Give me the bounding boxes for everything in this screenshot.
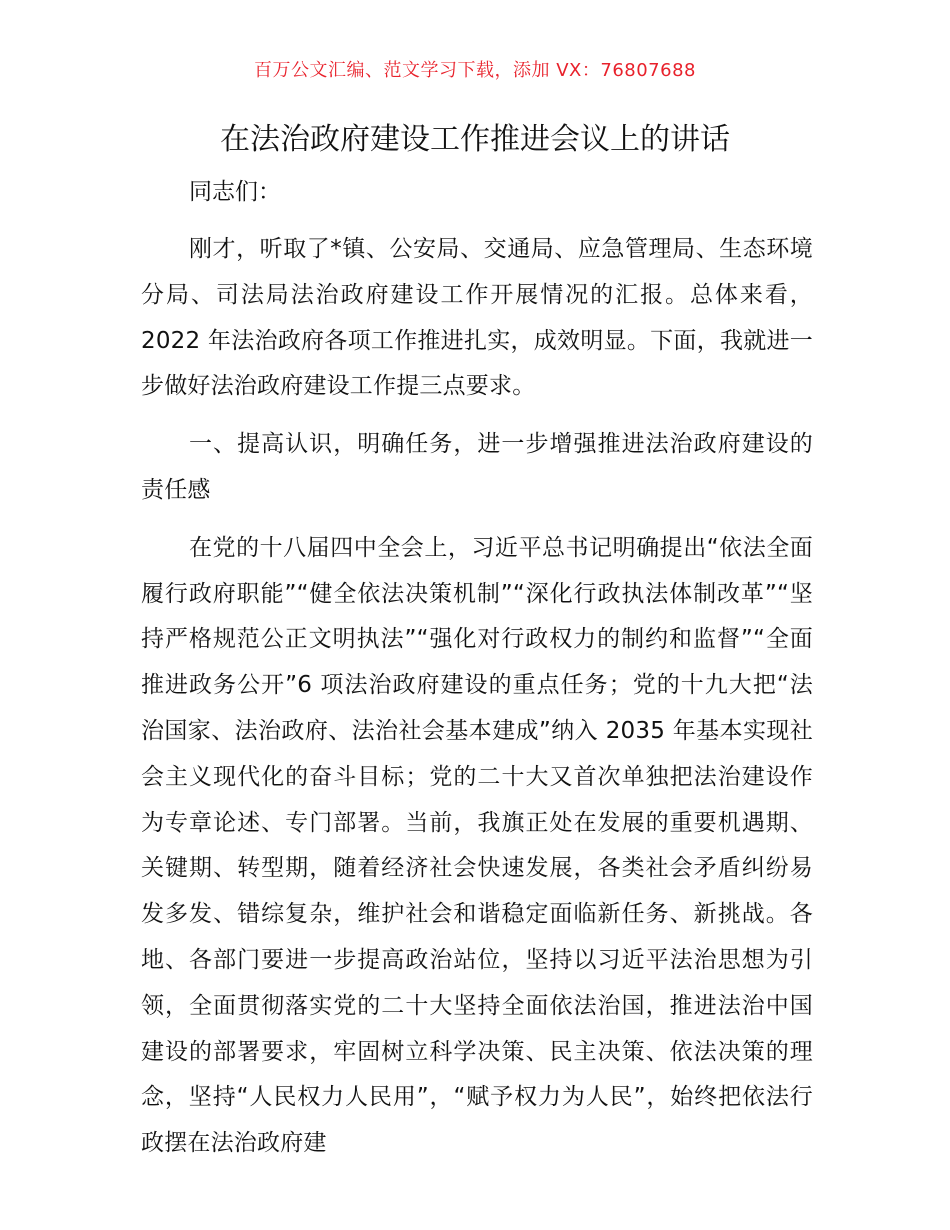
paragraph-intro: 刚才，听取了*镇、公安局、交通局、应急管理局、生态环境分局、司法局法治政府建设工作开展情况的汇报。总体来看，2022 年法治政府各项工作推进扎实，成效明显。下面，我就进一步做好法治政府建设工作提三点要求。 bbox=[141, 236, 813, 400]
paragraph-section-1-body: 在党的十八届四中全会上，习近平总书记明确提出“依法全面履行政府职能”“健全依法决策机制”“深化行政执法体制改革”“坚持严格规范公正文明执法”“强化对行政权力的制约和监督”“全面推进政务公开”6 项法治政府建设的重点任务；党的十九大把“法治国家、法治政府、法治社会基本建成”纳入 2035 年基本实现社会主义现代化的奋斗目标；党的二十大又首次单独把法治建设作为专章论述、专门部署。当前，我旗正处在发展的重要机遇期、关键期、转型期，随着经济社会快速发展，各类社会矛盾纠纷易发多发、错综复杂，维护社会和谐稳定面临新任务、新挑战。各地、各部门要进一步提高政治站位，坚持以习近平法治思想为引领，全面贯彻落实党的二十大坚持全面依法治国，推进法治中国建设的部署要求，牢固树立科学决策、民主决策、依法决策的理念，坚持“人民权力人民用”，“赋予权力为人民”，始终把依法行政摆在法治政府建 bbox=[141, 534, 813, 1157]
document-title: 在法治政府建设工作推进会议上的讲话 bbox=[220, 122, 730, 157]
header-watermark-note: 百万公文汇编、范文学习下载，添加 VX：76807688 bbox=[254, 60, 696, 81]
section-heading-1: 一、提高认识，明确任务，进一步增强推进法治政府建设的责任感 bbox=[141, 431, 813, 503]
document-body bbox=[141, 170, 813, 1167]
salutation: 同志们： bbox=[189, 179, 281, 205]
